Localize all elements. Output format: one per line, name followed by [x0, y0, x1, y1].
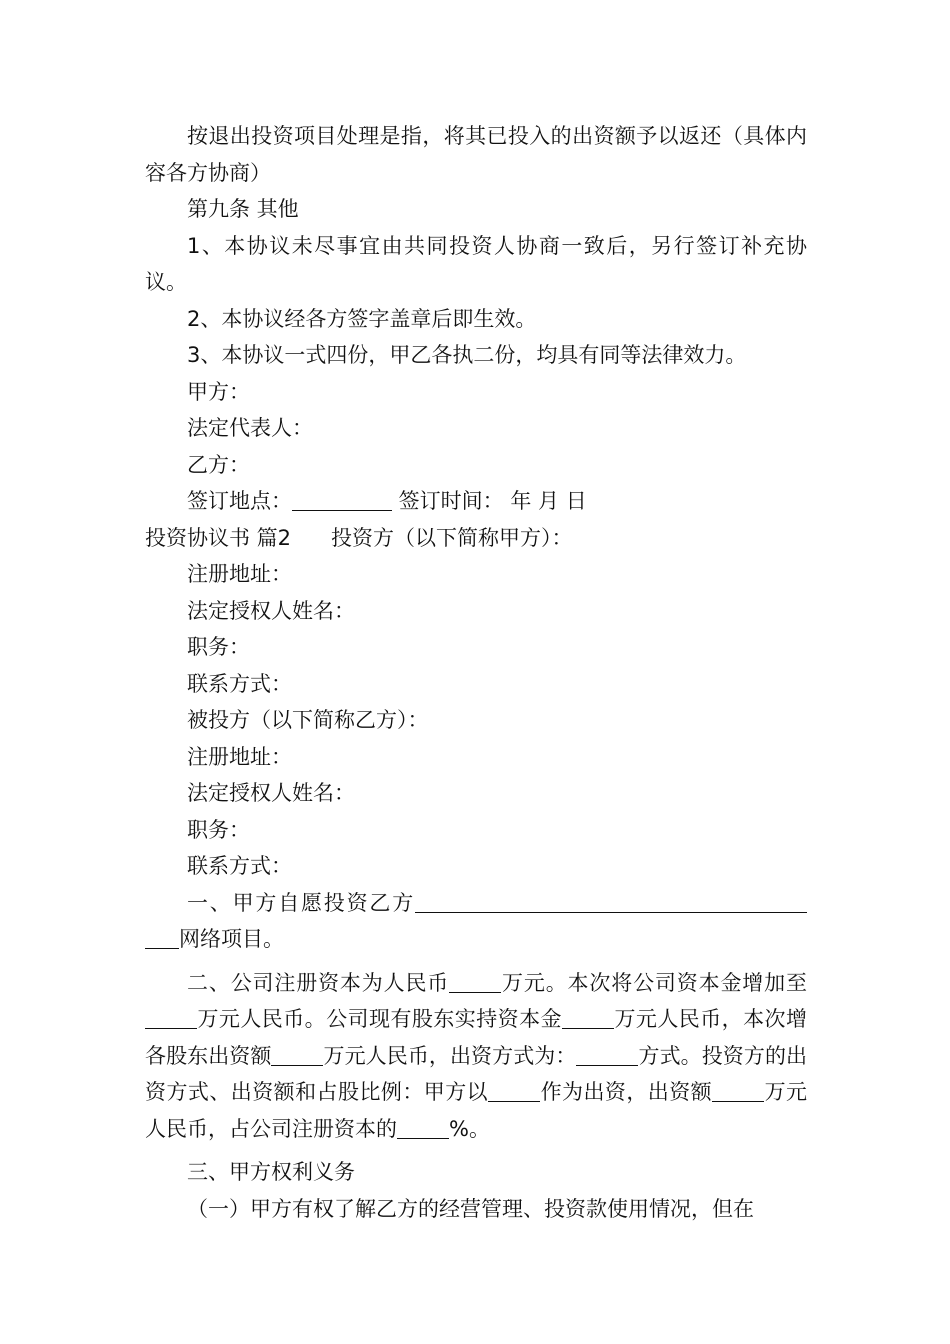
section-one-investment	[145, 885, 807, 958]
signing-time-label: 签订时间： 年 月 日	[392, 489, 587, 513]
section-two-text-8: 万元人民币，占公司注册资本的	[145, 1080, 808, 1141]
share-percent-blank	[397, 1116, 449, 1139]
investor-position-label: 职务：	[187, 635, 250, 659]
section-two-text-6: 方式。投资方的出资方式、出资额和占股比例：甲方以	[145, 1043, 808, 1104]
increased-capital-blank	[145, 1006, 197, 1029]
investee-address-label: 注册地址：	[187, 744, 292, 769]
section-two-text-2: 万元。本次将公司资本金增加至	[501, 970, 808, 995]
signing-place-blank	[292, 488, 392, 511]
contribution-amount-blank	[271, 1043, 323, 1066]
section-one-suffix: 网络项目。	[179, 927, 284, 951]
investor-contact-label: 联系方式：	[187, 671, 292, 696]
investor-amount-blank	[712, 1079, 764, 1102]
existing-capital-blank	[562, 1006, 614, 1029]
paragraph-exit-refund: 按退出投资项目处理是指，将其已投入的出资额予以返还（具体内容各方协商）	[145, 124, 807, 185]
section-three-item-one: （一）甲方有权了解乙方的经营管理、投资款使用情况，但在	[187, 1196, 754, 1221]
signing-place-time-line	[145, 483, 807, 520]
investee-position-label: 职务：	[187, 817, 250, 842]
party-b-label: 乙方：	[187, 452, 250, 477]
agreement-two-heading-line	[145, 520, 807, 557]
signing-place-label: 签订地点：	[187, 489, 292, 513]
article-nine-heading: 第九条 其他	[187, 197, 299, 221]
section-two-text-3: 万元人民币。公司现有股东实持资本金	[197, 1007, 562, 1031]
section-two-capital	[145, 965, 807, 1148]
clause-1: 1、本协议未尽事宜由共同投资人协商一致后，另行签订补充协议。	[145, 233, 807, 294]
section-two-text-1: 二、公司注册资本为人民币	[187, 970, 450, 995]
contribution-method-blank	[576, 1043, 638, 1066]
section-three-heading: 三、甲方权利义务	[187, 1160, 355, 1184]
investee-authorized-name-label: 法定授权人姓名：	[187, 781, 355, 805]
investor-label: 投资方（以下简称甲方）：	[331, 525, 573, 550]
section-two-text-4: 万元人民币，本次增各股东出资额	[145, 1007, 807, 1068]
investor-contribution-blank	[488, 1079, 540, 1102]
agreement-two-title: 投资协议书 篇2	[145, 525, 292, 550]
investor-address-label: 注册地址：	[187, 562, 292, 586]
section-two-text-5: 万元人民币，出资方式为：	[323, 1043, 577, 1068]
project-name-blank	[415, 890, 807, 913]
legal-representative-label: 法定代表人：	[187, 416, 313, 440]
project-name-blank-tail	[145, 926, 179, 949]
clause-2: 2、本协议经各方签字盖章后即生效。	[187, 306, 537, 331]
investee-label: 被投方（以下简称乙方）：	[187, 708, 429, 732]
investor-authorized-name-label: 法定授权人姓名：	[187, 598, 355, 623]
document-page	[145, 118, 807, 1227]
registered-capital-blank	[449, 970, 501, 993]
section-two-text-9: %。	[449, 1116, 490, 1141]
section-two-text-7: 作为出资，出资额	[540, 1080, 713, 1104]
investee-contact-label: 联系方式：	[187, 854, 292, 878]
party-a-label: 甲方：	[187, 379, 250, 404]
section-one-text: 一、甲方自愿投资乙方	[187, 890, 415, 915]
clause-3: 3、本协议一式四份，甲乙各执二份，均具有同等法律效力。	[187, 343, 747, 367]
